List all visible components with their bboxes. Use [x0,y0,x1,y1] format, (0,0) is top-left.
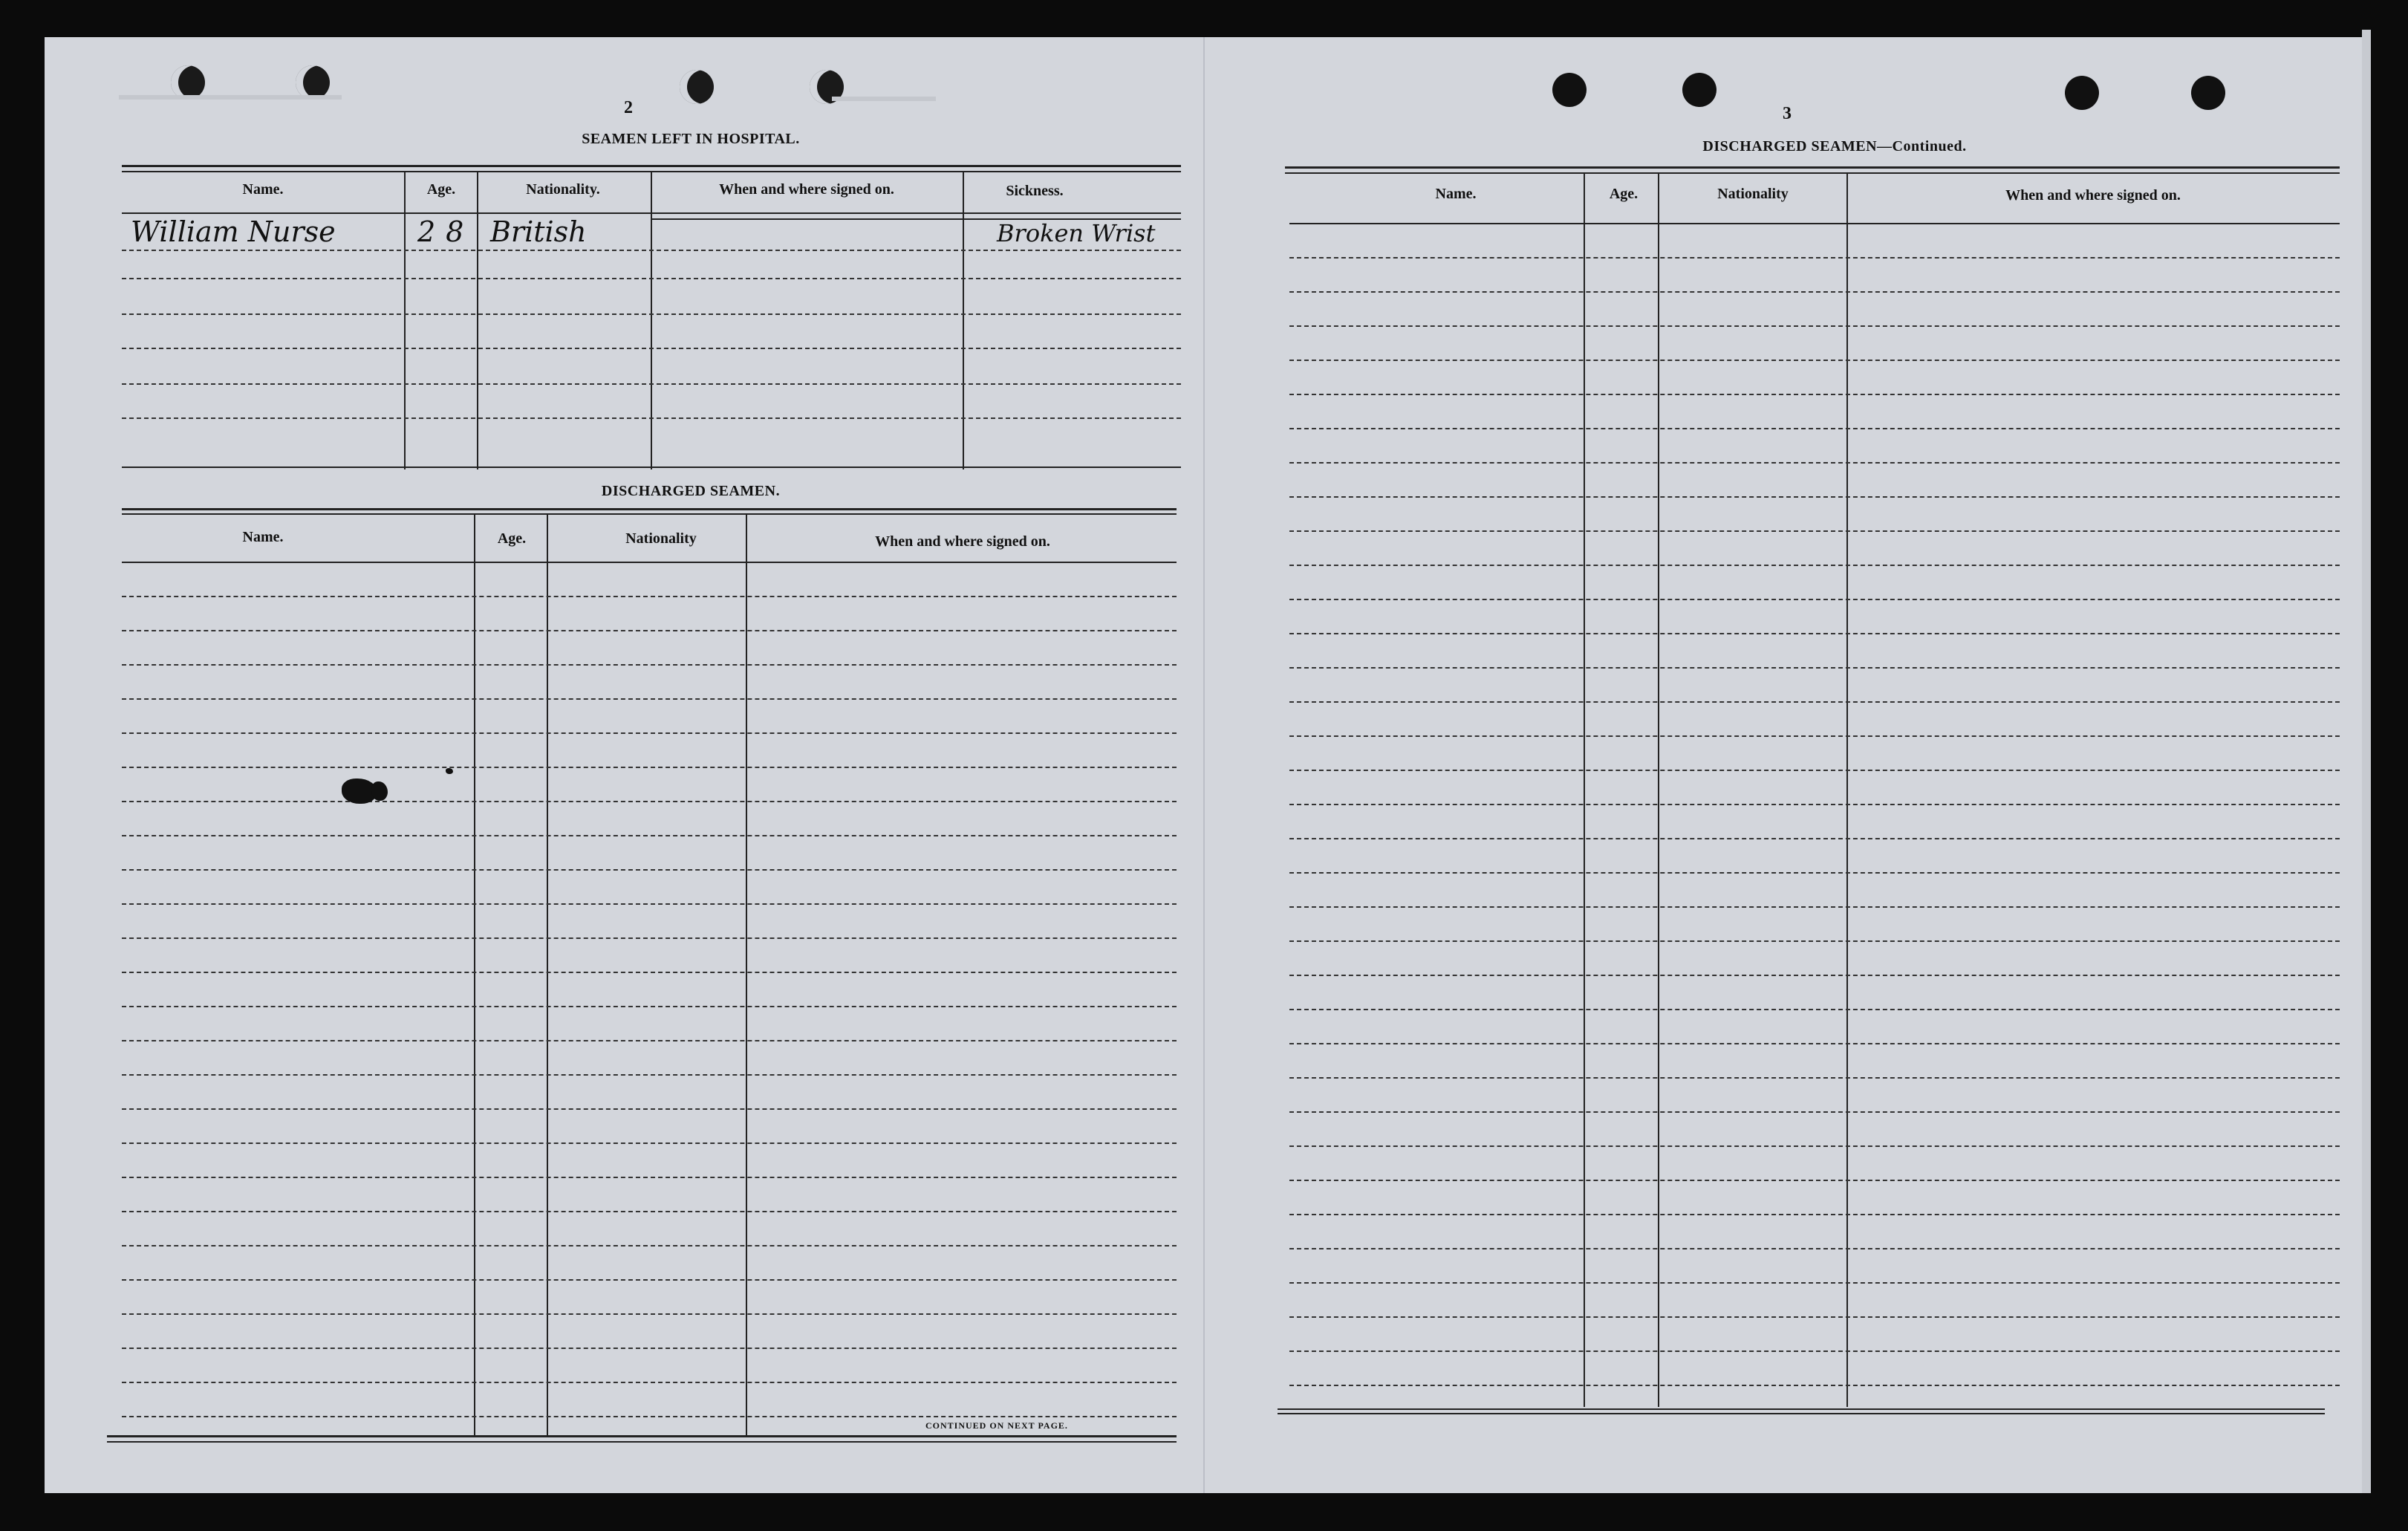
row-line [122,313,1181,315]
page-fold [1203,37,1205,1493]
row-line [122,1348,1177,1349]
hospital-row-sickness: Broken Wrist [997,219,1156,247]
col-age-header: Age. [497,530,527,547]
row-line [1289,257,2340,259]
header-rule [1289,223,2340,224]
row-line [122,383,1181,385]
discharged-section-title: DISCHARGED SEAMEN. [601,483,781,499]
row-line [122,1416,1177,1417]
row-line [122,1313,1177,1315]
row-line [1289,838,2340,839]
col-nationality-header: Nationality [625,530,697,547]
column-divider [477,172,478,469]
col-name-header: Name. [242,529,284,545]
ink-blot [446,768,453,774]
table-bottom-rule [107,1441,1177,1443]
row-line [1289,667,2340,669]
table-bottom-rule [107,1435,1177,1437]
row-line [122,1382,1177,1383]
row-line [1289,1043,2340,1044]
row-line [1289,1145,2340,1147]
table-top-rule [1285,166,2340,169]
row-line [1289,735,2340,737]
row-line [1289,599,2340,600]
col-sickness-header: Sickness. [1006,183,1064,199]
col-signed-on-header: When and where signed on. [719,181,894,198]
row-line [1289,1111,2340,1113]
col-signed-on-header: When and where signed on. [2005,187,2181,204]
row-line [1289,530,2340,532]
column-divider [1584,174,1585,1407]
row-line [122,630,1177,631]
row-line [1289,1214,2340,1215]
bleed-through-mark [119,95,342,100]
row-line [122,937,1177,939]
column-divider [1658,174,1659,1407]
row-line [1289,701,2340,703]
row-line [1289,1316,2340,1318]
row-line [122,698,1177,700]
row-line [1289,906,2340,908]
binder-hole-icon [1552,73,1587,107]
row-line [1289,394,2340,395]
row-line [122,767,1177,768]
row-line [122,250,1181,251]
binder-hole-icon [2065,76,2099,110]
table-bottom-rule [122,467,1181,468]
col-age-header: Age. [426,181,456,198]
col-signed-on-header: When and where signed on. [875,533,1050,550]
row-line [1289,1077,2340,1079]
column-divider [651,172,652,469]
row-line [1289,1385,2340,1386]
column-divider [404,172,406,469]
row-line [122,417,1181,419]
row-line [1289,975,2340,976]
row-line [1289,940,2340,942]
hospital-section-title: SEAMEN LEFT IN HOSPITAL. [582,131,800,147]
table-bottom-rule [1278,1408,2325,1410]
col-name-header: Name. [242,181,284,198]
row-line [122,1211,1177,1212]
row-line [1289,633,2340,634]
column-divider [1846,174,1848,1407]
col-nationality-header: Nationality. [526,181,600,198]
table-top-rule [122,165,1181,167]
row-line [1289,804,2340,805]
row-line [122,1074,1177,1076]
column-divider [746,515,747,1436]
row-line [1289,565,2340,566]
binder-hole-icon [680,70,714,104]
subheader-rule [651,218,963,220]
row-line [122,1006,1177,1007]
page-number-left: 2 [624,98,633,117]
row-line [1289,1180,2340,1181]
row-line [1289,496,2340,498]
row-line [1289,360,2340,361]
hospital-row-age: 28 [417,215,475,248]
row-line [122,1108,1177,1110]
row-line [1289,1282,2340,1284]
row-line [1289,325,2340,327]
row-line [122,1245,1177,1246]
column-divider [547,515,548,1436]
hospital-row-nationality: British [490,215,587,248]
table-top-rule [1285,172,2340,174]
row-line [122,348,1181,349]
col-name-header: Name. [1435,186,1477,202]
continued-note: CONTINUED ON NEXT PAGE. [925,1420,1068,1431]
sheet-edge [2362,30,2371,1493]
col-age-header: Age. [1609,186,1639,202]
row-line [122,869,1177,871]
column-divider [474,515,475,1436]
row-line [1289,462,2340,464]
row-line [1289,428,2340,429]
binder-hole-icon [1682,73,1716,107]
header-rule [122,562,1177,563]
row-line [122,903,1177,905]
row-line [122,596,1177,597]
row-line [1289,770,2340,771]
row-line [1289,1248,2340,1249]
row-line [122,835,1177,836]
row-line [122,801,1177,802]
row-line [122,278,1181,279]
row-line [122,1142,1177,1144]
row-line [1289,872,2340,874]
row-line [122,1040,1177,1041]
document-sheet [45,37,2362,1493]
row-line [122,972,1177,973]
row-line [1289,291,2340,293]
row-line [122,732,1177,734]
row-line [1289,1009,2340,1010]
hospital-row-name: William Nurse [131,215,336,248]
table-bottom-rule [1278,1413,2325,1414]
row-line [122,1177,1177,1178]
ink-blot [371,781,388,801]
binder-hole-icon [2191,76,2225,110]
discharged-continued-title: DISCHARGED SEAMEN—Continued. [1702,138,1967,155]
column-divider [963,172,964,469]
table-top-rule [122,513,1177,515]
row-line [122,1279,1177,1281]
bleed-through-mark [832,97,936,101]
col-nationality-header: Nationality [1717,186,1789,202]
table-top-rule [122,508,1177,510]
row-line [1289,1350,2340,1352]
row-line [122,664,1177,666]
page-number-right: 3 [1783,104,1792,123]
